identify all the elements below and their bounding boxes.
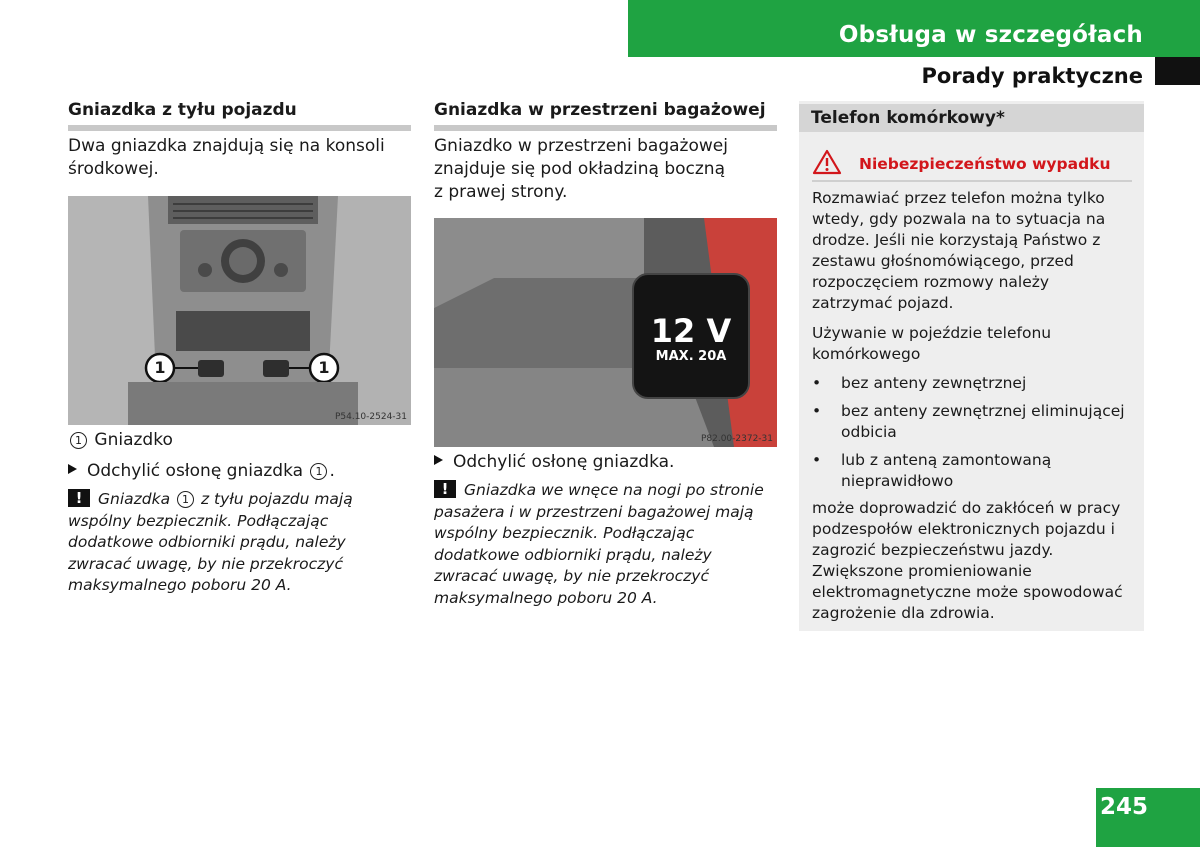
col3-para1: Rozmawiać przez telefon można tylko wtedy, gdy pozwala na to sytuacja na drodze. Jeśli nie korzystają Państwo z zestawu głośnomówiącego, przed rozpoczęciem rozmowy należy zatrzymać pojazd. [812,189,1106,312]
step-arrow-icon [68,464,77,474]
exclamation-note-icon: ! [68,489,90,507]
legend-text: Gniazdko [94,430,173,450]
step-text: Odchylić osłonę gniazdka [87,461,304,481]
col3-heading: Telefon komórkowy* [799,104,1144,132]
figure-callout-1a: 1 [154,358,166,377]
danger-row [812,149,1132,179]
bullet-text: lub z anteną zamontowaną nieprawidłowo [841,451,1052,490]
step-arrow-icon [434,455,443,465]
chapter-title: Obsługa w szczegółach [838,22,1143,48]
col2-intro: Gniazdko w przestrzeni bagażowej znajduje się pod okładziną boczną z prawej strony. [434,136,728,202]
danger-divider [812,180,1132,182]
bullet-item [812,401,1132,443]
step-number: 1 [310,463,327,480]
col2-note [434,480,777,609]
socket-max: MAX. 20A [655,349,727,364]
step-text: Odchylić osłonę gniazdka. [453,452,675,472]
bullet-text: bez anteny zewnętrznej eliminującej odbicia [841,402,1125,441]
bullet-text: bez anteny zewnętrznej [841,374,1027,392]
exclamation-note-icon: ! [434,480,456,498]
col1-note [68,489,411,597]
figure-code: P82.00-2372-31 [700,434,773,444]
section-marker [1155,57,1200,85]
trunk-figure [434,218,777,447]
bullet-dot: • [812,451,822,469]
col1-heading: Gniazdka z tyłu pojazdu [68,100,411,131]
bullet-dot: • [812,402,822,420]
col3-para3: może doprowadzić do zakłóceń w pracy podzespołów elektronicznych pojazdu i zagrozić bezpieczeństwu jazdy. Zwiększone promieniowanie elektromagnetyczne może spowodować zagrożenie dla zdrowia. [812,499,1123,622]
bullet-item [812,373,1132,394]
note-part1: Gniazdka [98,490,171,508]
col2-heading: Gniazdka w przestrzeni bagażowej [434,100,777,131]
danger-label: Niebezpieczeństwo wypadku [859,155,1111,173]
figure-callout-1b: 1 [318,358,330,377]
rear-console-illustration [68,196,411,425]
page-number: 245 [1096,788,1200,847]
socket-cover [632,273,750,399]
warning-triangle-icon [812,149,842,175]
note-part2: z tyłu pojazdu mają wspólny bezpiecznik. Podłączając dodatkowe odbiorniki prądu, należy zwracać uwagę, by nie przekroczyć maksymalnego poboru 20 A. [68,490,353,594]
rear-console-figure [68,196,411,425]
bullet-item [812,450,1132,492]
section-title: Porady praktyczne [921,64,1143,88]
col1-intro: Dwa gniazdka znajdują się na konsoli środkowej. [68,136,385,179]
bullet-dot: • [812,374,822,392]
col3-para2: Używanie w pojeździe telefonu komórkowego [812,324,1052,363]
socket-voltage: 12 V [650,312,732,350]
figure-code: P54.10-2524-31 [334,412,407,422]
legend-number: 1 [70,432,87,449]
col1-legend [68,429,398,452]
note-text: Gniazdka we wnęce na nogi po stronie pasażera i w przestrzeni bagażowej mają wspólny bezpiecznik. Podłączając dodatkowe odbiorniki prądu, należy zwracać uwagę, by nie przekroczyć maksymalnego poboru 20 A. [434,481,764,607]
note-number: 1 [177,491,194,508]
col2-step [434,451,774,474]
col1-step: Odchylić osłonę gniazdka 1 . [68,460,408,483]
